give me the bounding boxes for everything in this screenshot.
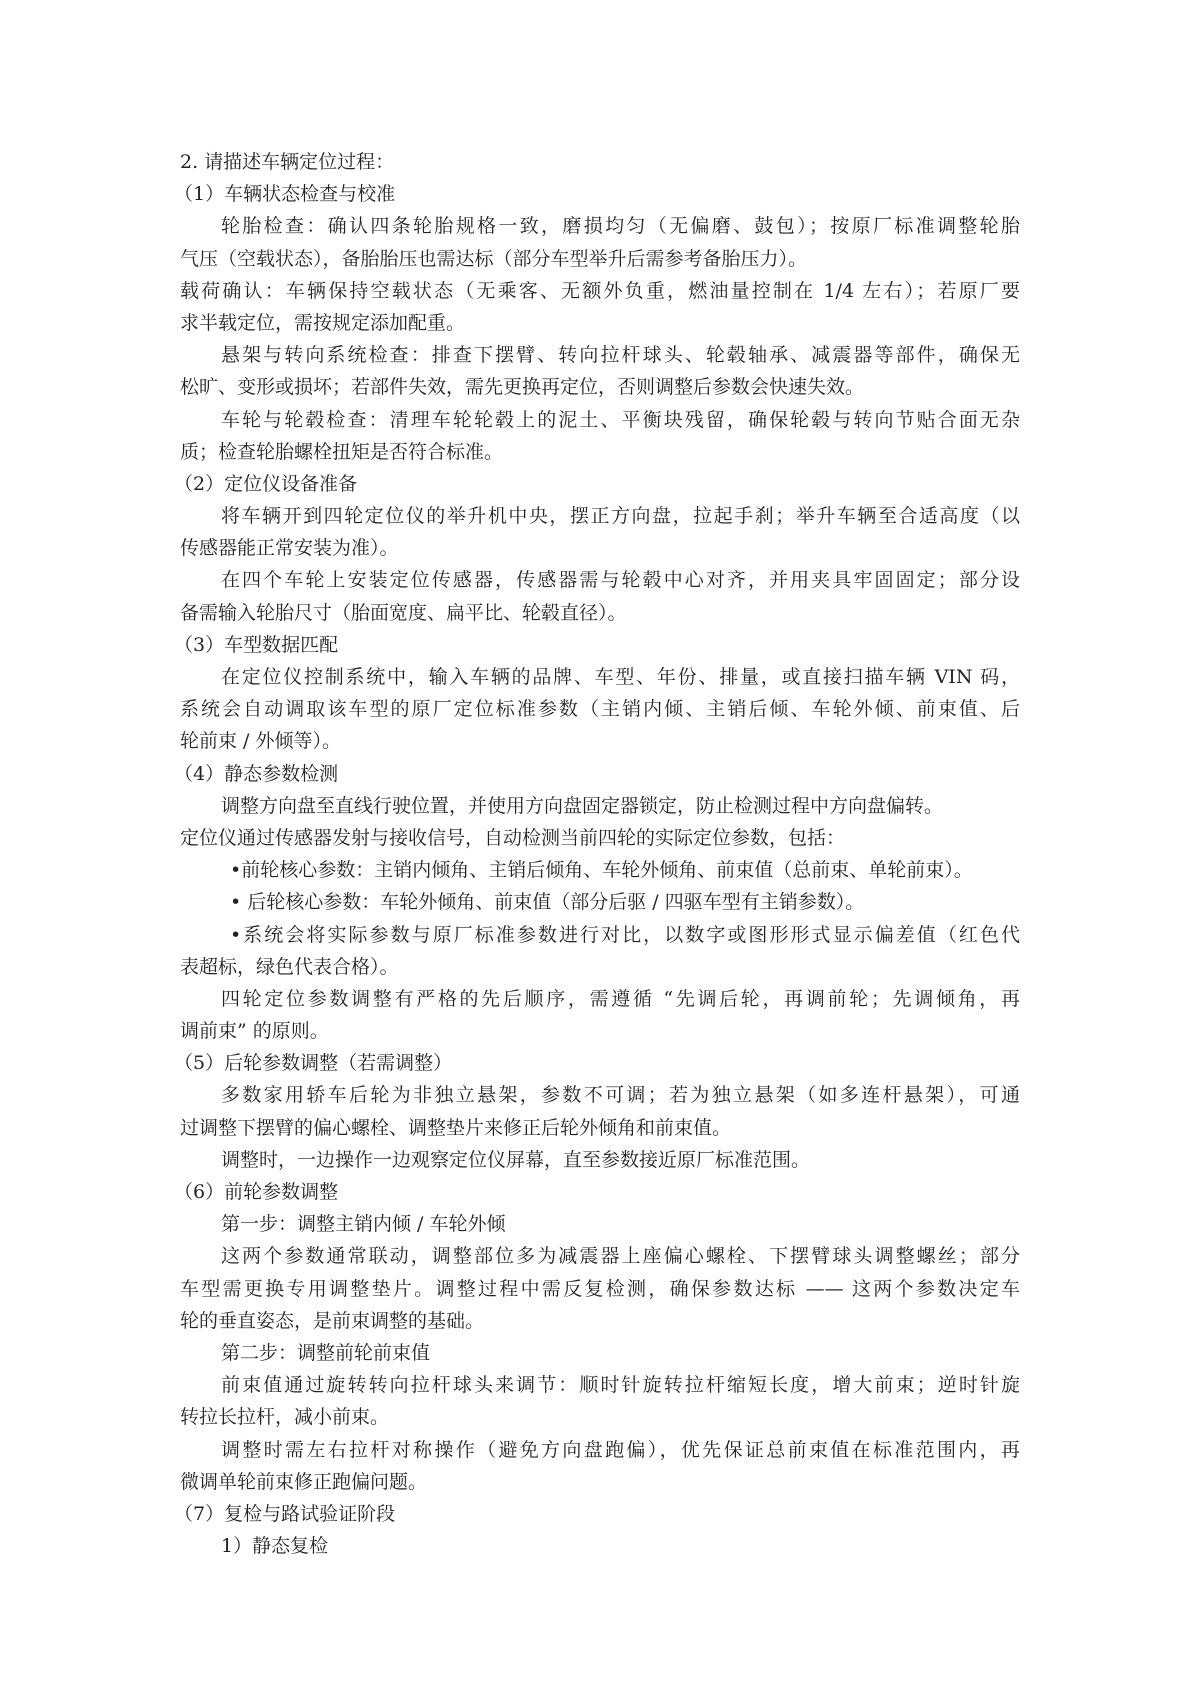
paragraph-line: 质；检查轮胎螺栓扭矩是否符合标准。 bbox=[180, 440, 504, 463]
paragraph-line: 转拉长拉杆，减小前束。 bbox=[180, 1406, 390, 1429]
bullet-item: •前轮核心参数：主销内倾角、主销后倾角、车轮外倾角、前束值（总前束、单轮前束）。 bbox=[230, 859, 973, 882]
section-heading-3: （3）车型数据匹配 bbox=[174, 633, 339, 656]
paragraph-line: 车型需更换专用调整垫片。调整过程中需反复检测，确保参数达标 —— 这两个参数决定车 bbox=[180, 1277, 1020, 1300]
paragraph-line: 备需输入轮胎尺寸（胎面宽度、扁平比、轮毂直径）。 bbox=[180, 601, 627, 624]
section-heading-7: （7）复检与路试验证阶段 bbox=[174, 1502, 396, 1525]
paragraph-line: 四轮定位参数调整有严格的先后顺序，需遵循 “先调后轮，再调前轮；先调倾角，再 bbox=[221, 987, 1020, 1010]
paragraph-line: 松旷、变形或损坏；若部件失效，需先更换再定位，否则调整后参数会快速失效。 bbox=[180, 376, 865, 399]
bullet-item: •系统会将实际参数与原厂标准参数进行对比，以数字或图形形式显示偏差值（红色代 bbox=[230, 923, 1020, 946]
paragraph-line: 将车辆开到四轮定位仪的举升机中央，摆正方向盘，拉起手刹；举升车辆至合适高度（以 bbox=[221, 505, 1020, 528]
paragraph-line: 调前束” 的原则。 bbox=[180, 1020, 329, 1043]
paragraph-line: 这两个参数通常联动，调整部位多为减震器上座偏心螺栓、下摆臂球头调整螺丝；部分 bbox=[221, 1245, 1020, 1268]
section-heading-1: （1）车辆状态检查与校准 bbox=[174, 183, 396, 206]
paragraph-line: 轮的垂直姿态，是前束调整的基础。 bbox=[180, 1309, 485, 1332]
paragraph-line: 车轮与轮毂检查：清理车轮轮毂上的泥土、平衡块残留，确保轮毂与转向节贴合面无杂 bbox=[221, 408, 1020, 431]
paragraph-line: 调整时，一边操作一边观察定位仪屏幕，直至参数接近原厂标准范围。 bbox=[221, 1148, 811, 1171]
paragraph-line: 多数家用轿车后轮为非独立悬架，参数不可调；若为独立悬架（如多连杆悬架），可通 bbox=[221, 1084, 1020, 1107]
paragraph-line: 定位仪通过传感器发射与接收信号，自动检测当前四轮的实际定位参数，包括： bbox=[180, 826, 846, 849]
paragraph-line: 轮前束 / 外倾等）。 bbox=[180, 730, 341, 753]
paragraph-line: 调整方向盘至直线行驶位置，并使用方向盘固定器锁定，防止检测过程中方向盘偏转。 bbox=[221, 794, 944, 817]
paragraph-line: 调整时需左右拉杆对称操作（避免方向盘跑偏），优先保证总前束值在标准范围内，再 bbox=[221, 1438, 1020, 1461]
paragraph-line: 系统会自动调取该车型的原厂定位标准参数（主销内倾、主销后倾、车轮外倾、前束值、后 bbox=[180, 698, 1020, 721]
paragraph-line: 在定位仪控制系统中，输入车辆的品牌、车型、年份、排量，或直接扫描车辆 VIN 码， bbox=[221, 666, 1020, 688]
section-heading-2: （2）定位仪设备准备 bbox=[174, 472, 358, 495]
paragraph-line: 在四个车轮上安装定位传感器，传感器需与轮毂中心对齐，并用夹具牢固固定；部分设 bbox=[221, 569, 1020, 592]
paragraph-line: 微调单轮前束修正跑偏问题。 bbox=[180, 1470, 428, 1493]
paragraph-line: 气压（空载状态），备胎胎压也需达标（部分车型举升后需参考备胎压力）。 bbox=[180, 247, 808, 270]
step-heading: 第一步：调整主销内倾 / 车轮外倾 bbox=[221, 1213, 506, 1236]
question-title: 2. 请描述车辆定位过程： bbox=[180, 151, 395, 173]
sub-heading: 1）静态复检 bbox=[221, 1535, 329, 1558]
paragraph-line: 悬架与转向系统检查：排查下摆臂、转向拉杆球头、轮毂轴承、减震器等部件，确保无 bbox=[221, 344, 1020, 367]
section-heading-4: （4）静态参数检测 bbox=[174, 762, 339, 785]
section-heading-5: （5）后轮参数调整（若需调整） bbox=[174, 1052, 453, 1075]
step-heading: 第二步：调整前轮前束值 bbox=[221, 1341, 431, 1364]
section-heading-6: （6）前轮参数调整 bbox=[174, 1181, 339, 1203]
paragraph-line: 求半载定位，需按规定添加配重。 bbox=[180, 311, 466, 334]
paragraph-line: 表超标，绿色代表合格）。 bbox=[180, 955, 399, 978]
paragraph-line: 前束值通过旋转转向拉杆球头来调节：顺时针旋转拉杆缩短长度，增大前束；逆时针旋 bbox=[221, 1374, 1020, 1397]
bullet-item: • 后轮核心参数：车轮外倾角、前束值（部分后驱 / 四驱车型有主销参数）。 bbox=[230, 891, 865, 914]
paragraph-line: 传感器能正常安装为准）。 bbox=[180, 537, 399, 560]
paragraph-line: 轮胎检查：确认四条轮胎规格一致，磨损均匀（无偏磨、鼓包）；按原厂标准调整轮胎 bbox=[221, 215, 1020, 238]
paragraph-line: 过调整下摆臂的偏心螺栓、调整垫片来修正后轮外倾角和前束值。 bbox=[180, 1116, 732, 1139]
paragraph-line: 载荷确认：车辆保持空载状态（无乘客、无额外负重，燃油量控制在 1/4 左右）；若原厂要 bbox=[180, 279, 1020, 302]
document-page bbox=[174, 146, 1020, 1562]
